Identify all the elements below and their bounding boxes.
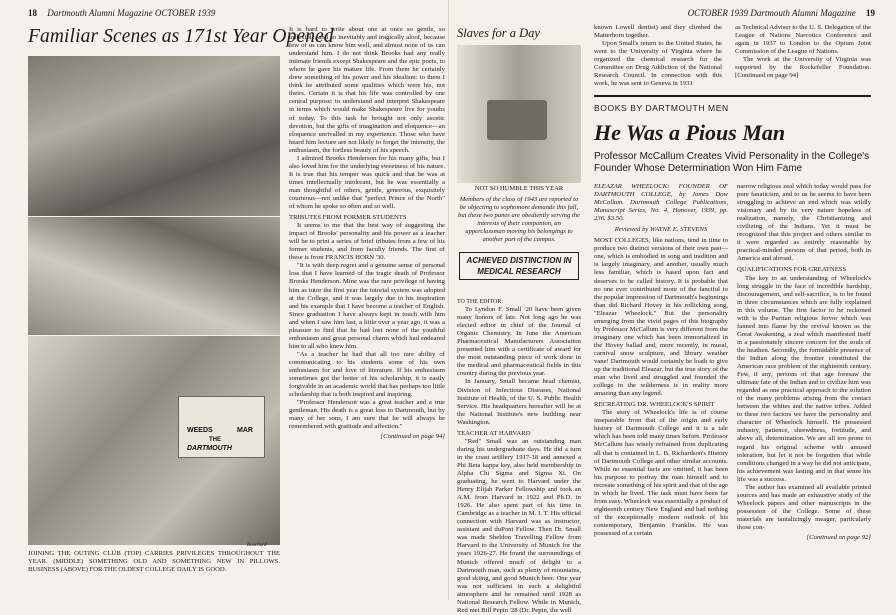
review-column-1 xyxy=(594,183,728,594)
paragraph: "It is with deep regret and a genuine sense of personal loss that I have learned of the tragic death of Professor Brooks Henderson. Mine was the rare privilege of having him as tutor the first year the tutorial system was adopted at the College, and it was largely due to his inspiration and his example that I have become a teacher of English. Since graduation I have always kept in touch with him and when I saw him last, a little over a year ago, it was a pleasure to find that he had lost none of the youthful enthusiasm and great personal charm which had endeared him to all who knew him. xyxy=(289,262,445,350)
paragraph: It seems to me that the best way of suggesting the impact of Brooks' personality and his power as a teacher will be to print a series of brief tributes from a few of his former students, and from faculty friends. The first of these is from FRANCIS HORN '30. xyxy=(289,222,445,262)
photo-sign-mar: MAR xyxy=(237,427,253,434)
reviewer-line: Reviewed by WAYNE E. STEVENS xyxy=(614,226,708,234)
photo-pillows xyxy=(28,217,280,335)
photo-outing-club xyxy=(28,56,280,216)
left-running-head-text: Dartmouth Alumni Magazine OCTOBER 1939 xyxy=(47,8,216,18)
paragraph: The story of Wheelock's life is of course inseparable from that of the origin and early history of Dartmouth College and it is a tale which has been told many times before. Professor McCallum has wisely refrained from duplicating all that is contained in L. B. Richardson's History of Dartmouth College and other similar accounts. While no essential facts are omitted, it has been his purpose to portray the man himself and to recreate something of his spirit and that of the age in which he lived. The task must have been far from easy. Wheelock was essentially a product of eighteenth century New England and had nothing of the exceptionally modern outlook of his contemporary, Benjamin Franklin. He was possessed of a certain xyxy=(594,409,728,537)
slaves-title: Slaves for a Day xyxy=(457,26,540,40)
photo-sign-the: THE xyxy=(209,437,221,443)
letter-column xyxy=(457,295,581,614)
small-far-column xyxy=(735,24,871,88)
subhead-qualifications: QUALIFICATIONS FOR GREATNESS xyxy=(737,266,847,274)
photo-freshmen-carrying xyxy=(457,45,581,183)
left-article-column xyxy=(289,26,445,594)
paragraph: Upon Small's return to the United States, he went to the University of Virginia where he organized the chemical research for the Committee on Drug Addiction of the National Research Council. In connection with this work, he was sent to Geneva in 1931 xyxy=(594,40,722,88)
right-running-head xyxy=(640,8,875,18)
photo-furniture-shape xyxy=(487,100,547,140)
subhead-tributes: TRIBUTES FROM FORMER STUDENTS xyxy=(289,214,407,222)
continued-note: [Continued on page 92] xyxy=(806,534,871,542)
paragraph: "Red" Small was an outstanding man during his undergraduate days. He did a turn in the coast artillery 1917-18 and annexed a Phi Beta kappa key, also held membership in Alpha Chi Sigma and Sigma Xi. On graduating, he went to Harvard under the Henry Elijah Parker Fellowship and took an A.M. from Harvard in 1922 and Ph.D. in 1926. He also spent part of his time in Cambridge as a teacher in M. I. T. His official connection with Harvard was as instructor, assistant and duPont Fellow. Then Dr. Small was made Sheldon Travelling Fellow from Harvard to the University of Munich for the years 1926-27. He found the surroundings of Munich offered much of delight to a Dartmouth man, such as plenty of mountains, good skiing, and good Munich beer. One year was not sufficient in such a delightful atmosphere and he remained until 1928 as National Research Fellow. While in Munich, Red met Bill Pepin '28 (Dr. Pepin, the well xyxy=(457,437,581,614)
paragraph: In January, Small became head chemist, Division of Infectious Diseases, National Institute of Health, of the U. S. Public Health Service. His headquarters hereafter will be at the National Institute's new building near Washington. xyxy=(457,378,581,426)
paragraph: To Lyndon F. Small '20 have been given many honors of late. Not long ago he was elected editor in chief of the Journal of Organic Chemistry. In June the American Pharmaceutical Manufacturers Association presented him with a certificate of award for the most outstanding piece of work done in the medical and pharmaceutical fields in this country during the previous year. xyxy=(457,306,581,378)
letter-salutation: TO THE EDITOR: xyxy=(457,299,503,305)
page-gutter xyxy=(448,0,449,600)
left-photo-caption: JOINING THE OUTING CLUB (TOP) CARRIES PRIVILEGES THROUGHOUT THE YEAR. (MIDDLE) SOMETHING OLD AND SOMETHING NEW IN PILLOWS. BUSINESS (ABOVE) FOR THE OLDEST COLLEGE DAILY IS GOOD. xyxy=(28,550,280,573)
review-column-2 xyxy=(737,183,871,594)
section-title: Familiar Scenes as 171st Year Opened xyxy=(28,26,334,47)
photo-the-dartmouth xyxy=(28,336,280,545)
photo-sign-dartmouth: DARTMOUTH xyxy=(187,445,232,452)
review-headline: He Was a Pious Man xyxy=(594,120,786,145)
paragraph: I admired Brooks Henderson for his many gifts, but I also loved him for the underlying sweetness of his nature. It is true that his temper was quick and that he was at times intellectually intolerant, but he was essentially a man thoughtful of others, gentle, generous, exquisitely courteous—not unlike that "perfect Prince of the North" of whom he spoke so often and so well. xyxy=(289,154,445,211)
slaves-caption: Members of the class of 1943 are reported to be objecting to sophomore demands this fall, but these two panes are obediently serving the interests of their companion, an upperclassman moving his belongings to another part of the campus. xyxy=(458,196,580,243)
books-rule xyxy=(594,95,871,97)
paragraph: The key to an understanding of Wheelock's long struggle in the face of incredible hardship, discouragement, and self-sacrifice, is to be found in three circumstances which are fully explained in this volume. The first factor to be reckoned with is the Puritan religious fervor which was fanned into flame by the revival known as the Great Awakening, a zeal which manifested itself in a passionately sincere concern for the souls of the heathen. Secondly, the formidable presence of the Indian along the frontier constituted the American race problem of the eighteenth century. Few, if any, persons of that age foresaw the ultimate fate of the Indian and to civilize him was regarded as one practical approach to the solution of the many problems arising from the contact between the whites and the native tribes. Added to these two factors we have the personality and character of Wheelock himself. He possessed industry, patience, shrewdness, fortitude, and above all, determination. We are all too prone to regard his original scheme with amused toleration, but let it not be forgotten that while conditions changed in a way he did not anticipate, his achievement was lasting and in that sense his life was a success. xyxy=(737,274,871,483)
photo-credit: Bouchard xyxy=(247,543,267,548)
paragraph: It is hard to write about one at once so gentle, so inflexible, and so inevitably and tragically aloof, because few of us can know him well, and almost none of us can understand him. I do not think Brooks had any really intimate friends except Shakespeare and the epic poets, to whom he gave his mature life. From them he certainly drew something of his power and his idealism: to them I think he attributed some qualities which were his, not theirs. Certain it is that his life was controlled by one central purpose: to understand and interpret Shakespeare in terms which would make Shakespeare live for youths of today. To this task he brought not only ascetic devotion, but the gifts of imagination and eloquence—an eloquence unrivalled in my experience. Those who have heard him lecture are not likely to forget the intensity, the enthusiasm, the fortless beauty of his speech. xyxy=(289,26,445,154)
photo-signboard xyxy=(178,396,265,458)
book-citation: ELEAZAR WHEELOCK: FOUNDER OF DARTMOUTH COLLEGE, by James Dow McCallum. Dartmouth College Publications, Manuscript Series, No. 4, Hanover, 1939, pp. 236. $3.50. xyxy=(594,183,728,223)
right-running-head-text: OCTOBER 1939 Dartmouth Alumni Magazine xyxy=(687,8,856,18)
paragraph: known Lowell dentist) and they climbed the Matterhorn together. xyxy=(594,24,722,40)
slaves-caption-title: NOT SO HUMBLE THIS YEAR xyxy=(474,185,564,192)
left-page-number: 18 xyxy=(28,8,37,18)
paragraph: "As a teacher he had that all too rare ability of communicating to his students some of his own enthusiasm for and love of literature. If his enthusiasm sometimes got the better of his scholarship, it is easily forgivable in an academic world that has perhaps too little scholarship that is both inspired and inspiring. xyxy=(289,350,445,399)
review-subhead: Professor McCallum Creates Vivid Personality in the College's Founder Whose Determination Won Him Fame xyxy=(594,151,870,174)
paragraph: "Professor Henderson was a great teacher and a true gentleman. His death is a great loss to Dartmouth, but by many of her sons, I am sure that he will always be remembered with gratitude and affection." xyxy=(289,399,445,431)
small-continued-column xyxy=(594,24,722,88)
paragraph: The work at the University of Virginia was supported by the Rockefeller Foundation. [Continued on page 94] xyxy=(735,56,871,80)
paragraph: MOST COLLEGES, like nations, tend in time to produce two distinct versions of their own past—one, which is embodied in song and tradition and is largely imaginary, and another, usually much less familiar, which is based upon fact and deserves to be called history. It is probable that no one ever contributed more of the fanciful to the popular impression of Dartmouth's beginnings than did Richard Hovey in his rollicking song, "Eleazar Wheelock." But the personality emerging from the vivid pages of this biography by Professor McCallum is very different from the imaginary one which has been immortalized in the Hovey ballad and, more recently, in mural, carnival snow sculpture, and library weather vane! Dartmouth would certainly be loath to give up the traditional Eleazar, but the true story of the man who lived and struggled and founded the college in the wilderness is in reality more amazing than any legend. xyxy=(594,237,729,398)
photo-sign-weeds: WEEDS xyxy=(187,427,213,434)
right-page-number: 19 xyxy=(866,8,875,18)
left-running-head xyxy=(28,8,428,18)
paragraph: The author has examined all available printed sources and has made an exhaustive study of the Wheelock papers and other manuscripts in the possession of the College. Some of these materials are tantalizingly meager, particularly those con- xyxy=(737,483,871,531)
subhead-harvard: TEACHER AT HARVARD xyxy=(457,429,531,437)
paragraph: narrow religious zeal which today would pass for pure fanaticism, and to us he seems to have been struggling to achieve an end which was wildly visionary and by its very nature hopeless of realization, namely, the Christianizing and civilizing of the Indians. Yet it must be recognized that this project and others similar to it were regarded as entirely reasonable by practical-minded persons of that period, both in America and abroad. xyxy=(737,183,871,263)
paragraph: as Technical Adviser to the U. S. Delegation of the League of Nations Narcotics Conference and again in 1937 to London to the Opium Joint Commission of the League of Nations. xyxy=(735,24,871,56)
books-heading: BOOKS BY DARTMOUTH MEN xyxy=(594,103,729,113)
continued-note: [Continued on page 94] xyxy=(380,433,445,441)
achieved-distinction-box: ACHIEVED DISTINCTION IN MEDICAL RESEARCH xyxy=(459,252,579,280)
subhead-recreating: RECREATING DR. WHEELOCK'S SPIRIT xyxy=(594,401,715,409)
